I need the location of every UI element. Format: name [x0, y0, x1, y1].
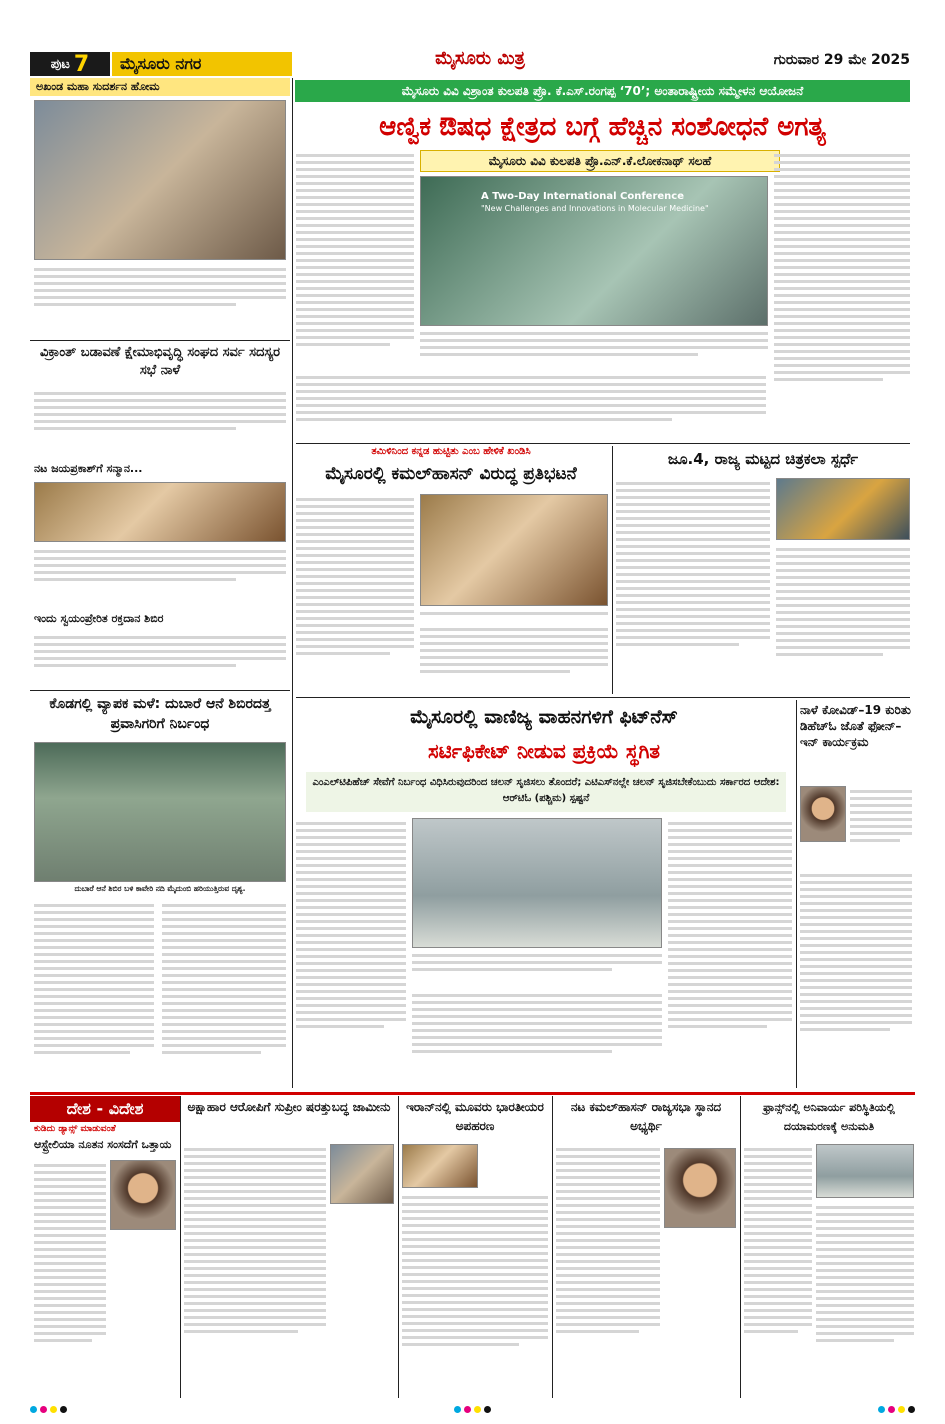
world-s4-body — [556, 1144, 660, 1398]
page-label: ಪುಟ — [50, 56, 70, 72]
art-body-col1 — [616, 478, 770, 694]
kamal-headline: ಮೈಸೂರಲ್ಲಿ ಕಮಲ್‌ಹಾಸನ್ ವಿರುದ್ಧ ಪ್ರತಿಭಟನೆ — [325, 464, 577, 484]
felicitation-caption — [34, 546, 286, 608]
vikrant-body — [34, 388, 286, 448]
covid-body-col1 — [850, 786, 912, 866]
world-s5-body-2 — [816, 1202, 914, 1398]
column-rule — [740, 1096, 741, 1398]
kaveri-photo — [34, 742, 286, 882]
homa-photo — [34, 100, 286, 260]
lead-body-col4 — [774, 150, 910, 440]
column-rule — [796, 700, 797, 1088]
dateline: ಗುರುವಾರ 29 ಮೇ 2025 — [773, 52, 910, 68]
world-s5-body — [744, 1144, 812, 1398]
world-s1-kicker: ಕುಡಿದು ಡ್ಯಾನ್ಸ್ ಮಾಡುವಂತೆ — [34, 1124, 116, 1134]
lead-body-bottom — [296, 372, 766, 440]
kaveri-caption: ದುಬಾರೆ ಆನೆ ಶಿಬಿರ ಬಳಿ ಕಾವೇರಿ ನದಿ ಮೈದುಂಬಿ ಹರಿಯುತ್ತಿರುವ ದೃಶ್ಯ. — [74, 884, 246, 893]
world-s1-body — [34, 1160, 106, 1398]
kamal-body-col2 — [420, 624, 608, 694]
column-rule — [552, 1096, 553, 1398]
world-s2-body — [184, 1144, 326, 1398]
protest-caption — [420, 608, 608, 620]
world-section-label: ದೇಶ - ವಿದೇಶ — [30, 1096, 180, 1122]
world-s5-headline: ಫ್ರಾನ್ಸ್‌ನಲ್ಲಿ ಅನಿವಾರ್ಯ ಪರಿಸ್ಥಿತಿಯಲ್ಲಿ ದಯಾಮರಣಕ್ಕೆ ಅನುಮತಿ — [763, 1101, 895, 1133]
divider — [296, 697, 910, 698]
lead-subhead: ಮೈಸೂರು ವಿವಿ ಕುಲಪತಿ ಪ್ರೊ.ಎನ್.ಕೆ.ಲೋಕನಾಥ್ ಸಲಹೆ — [420, 150, 780, 172]
world-s1-headline: ಆಸ್ಟ್ರೇಲಿಯಾ ನೂತನ ಸಂಸದೆಗೆ ಒತ್ತಾಯ — [34, 1138, 172, 1151]
lead-body-col1 — [296, 150, 414, 390]
kamal-photo — [664, 1148, 736, 1228]
registration-marks — [30, 1404, 915, 1414]
vehicle-headline-line1: ಮೈಸೂರಲ್ಲಿ ವಾಣಿಜ್ಯ ವಾಹನಗಳಿಗೆ ಫಿಟ್‌ನೆಸ್ — [410, 706, 678, 728]
section-title: ಮೈಸೂರು ನಗರ — [112, 52, 292, 76]
mp-photo — [110, 1160, 176, 1230]
conference-caption — [420, 328, 768, 368]
world-s3-body — [402, 1192, 548, 1398]
art-body-col2 — [776, 544, 910, 694]
vehicle-body-col3 — [668, 818, 792, 1083]
page-number — [30, 52, 110, 76]
jayaprakash-headline: ನಟ ಜಯಪ್ರಕಾಶ್‌ಗೆ ಸನ್ಮಾನ... — [34, 462, 143, 475]
column-rule — [398, 1096, 399, 1398]
vehicle-deck: ಎಂಎಲ್‌ಟಿಪಿಹೆಚ್ ಸೇವೆಗೆ ನಿರ್ಬಂಧ ವಿಧಿಸಿರುವುದರಿಂದ ಚಲನ್ ಸೃಜಿಸಲು ತೊಂದರೆ; ಎಟಿಎಸ್‌ನಲ್ಲೇ ಚಲನ್ ಸೃಜಿಸಬೇಕೆಂಬುದು ಸರ್ಕಾರದ ಆದೇಶ: ಆರ್‌ಟಿಓ (ಪಶ್ಚಿಮ) ಸ್ಪಷ್ಟನೆ — [306, 772, 786, 812]
felicitation-photo — [34, 482, 286, 542]
divider — [30, 340, 290, 341]
lead-headline-text: ಔಷಧ ಕ್ಷೇತ್ರದ ಬಗ್ಗೆ ಹೆಚ್ಚಿನ ಸಂಶೋಧನೆ ಅಗತ್ಯ — [439, 111, 826, 142]
world-s2-headline: ಅಕ್ಷಾಹಾರ ಆರೋಪಿಗೆ ಸುಪ್ರೀಂ ಷರತ್ತುಬದ್ಧ ಜಾಮೀನು — [187, 1100, 391, 1114]
divider — [30, 690, 290, 691]
painting-photo — [776, 478, 910, 540]
homa-caption — [34, 264, 286, 334]
column-rule — [612, 446, 613, 694]
conference-banner-text: A Two-Day International Conference — [481, 191, 685, 202]
abducted-photo — [402, 1144, 478, 1188]
kodagu-body-col2 — [162, 900, 286, 1085]
world-s3-headline: ಇರಾನ್‌ನಲ್ಲಿ ಮೂವರು ಭಾರತೀಯರ ಅಪಹರಣ — [406, 1100, 544, 1133]
blood-camp-headline: ಇಂದು ಸ್ವಯಂಪ್ರೇರಿತ ರಕ್ತದಾನ ಶಿಬಿರ — [34, 612, 164, 625]
testing-hall-caption — [412, 950, 662, 986]
supreme-court-photo — [330, 1144, 394, 1204]
registration-dots-right — [878, 1406, 915, 1413]
art-headline: ಜೂ.4, ರಾಜ್ಯ ಮಟ್ಟದ ಚಿತ್ರಕಲಾ ಸ್ಪರ್ಧೆ — [667, 450, 859, 468]
vehicle-body-col2 — [412, 990, 662, 1083]
vehicle-body-col1 — [296, 818, 406, 1083]
world-s4-headline: ನಟ ಕಮಲ್‌ಹಾಸನ್ ರಾಜ್ಯಸಭಾ ಸ್ಥಾನದ ಅಭ್ಯರ್ಥಿ — [570, 1100, 722, 1133]
covid-body-col2 — [800, 870, 912, 1083]
registration-dots-center — [454, 1406, 491, 1413]
blood-camp-body — [34, 632, 286, 688]
kodagu-body-col1 — [34, 900, 154, 1085]
lead-tagline: ಮೈಸೂರು ವಿವಿ ವಿಶ್ರಾಂತ ಕುಲಪತಿ ಪ್ರೊ. ಕೆ.ಎಸ್.ರಂಗಪ್ಪ ‘70’; ಅಂತಾರಾಷ್ಟ್ರೀಯ ಸಮ್ಮೇಳನ ಆಯೋಜನೆ — [295, 80, 910, 102]
column-rule — [292, 78, 293, 1088]
page-number-value: 7 — [73, 51, 90, 77]
dho-photo — [800, 786, 846, 842]
column-rule — [180, 1096, 181, 1398]
masthead: ಮೈಸೂರು ಮಿತ್ರ — [435, 48, 525, 69]
conference-banner-text2: "New Challenges and Innovations in Molecular Medicine" — [481, 204, 709, 213]
kamal-body-col1 — [296, 494, 414, 694]
covid-headline: ನಾಳೆ ಕೋವಿಡ್–19 ಕುರಿತು ಡಿಹೆಚ್‌ಓ ಜೊತೆ ಫೋನ್–ಇನ್ ಕಾರ್ಯಕ್ರಮ — [800, 703, 911, 749]
left-top-bar: ಅಖಂಡ ಮಹಾ ಸುದರ್ಶನ ಹೋಮ — [30, 78, 290, 96]
vikrant-headline: ವಿಕ್ರಾಂತ್ ಬಡಾವಣೆ ಕ್ಷೇಮಾಭಿವೃದ್ಧಿ ಸಂಘದ ಸರ್ವ ಸದಸ್ಯರ ಸಭೆ ನಾಳೆ — [39, 345, 280, 378]
vehicle-headline-line2: ಸರ್ಟಿಫಿಕೇಟ್ ನೀಡುವ ಪ್ರಕ್ರಿಯೆ ಸ್ಥಗಿತ — [427, 739, 660, 763]
protest-photo — [420, 494, 608, 606]
testing-hall-photo — [412, 818, 662, 948]
lead-headline-prefix: ಆಣ್ವಿಕ — [379, 111, 432, 142]
conference-photo — [420, 176, 768, 326]
registration-dots-left — [30, 1406, 67, 1413]
kamal-kicker: ತಮಿಳಿನಿಂದ ಕನ್ನಡ ಹುಟ್ಟಿತು ಎಂಬ ಹೇಳಿಕೆ ಖಂಡಿಸಿ — [371, 446, 531, 457]
section-band — [30, 1092, 915, 1095]
lead-headline — [295, 103, 910, 151]
kodagu-headline: ಕೊಡಗಲ್ಲಿ ವ್ಯಾಪಕ ಮಳೆ: ದುಬಾರೆ ಆನೆ ಶಿಬಿರದತ್ತ ಪ್ರವಾಸಿಗರಿಗೆ ನಿರ್ಬಂಧ — [49, 696, 271, 732]
divider — [296, 443, 910, 444]
france-photo — [816, 1144, 914, 1198]
